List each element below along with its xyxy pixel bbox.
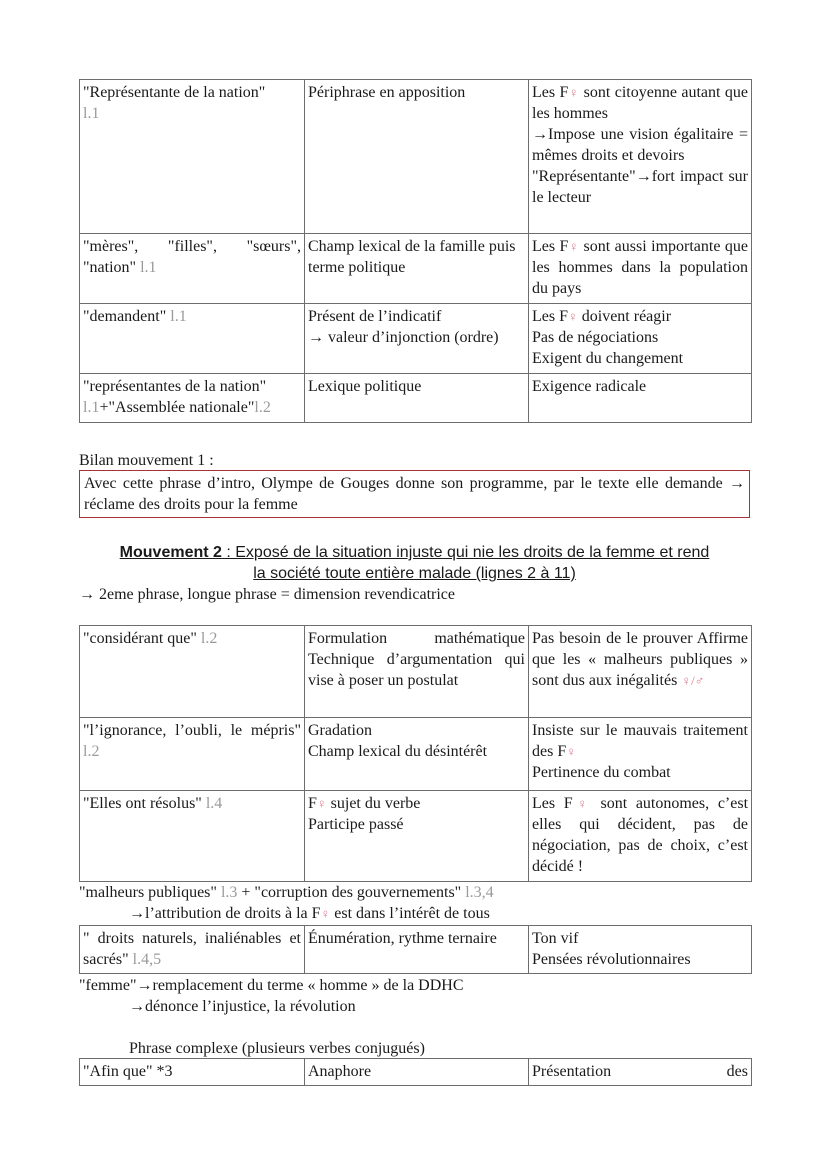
cell-interpretation [529, 626, 752, 718]
line-ref: l.1 [83, 399, 100, 416]
table-row [80, 718, 752, 791]
cell-interpretation [529, 718, 752, 791]
cell-procede: Lexique politique [305, 374, 529, 423]
analysis-table-1 [79, 79, 752, 423]
text: Pas de négociations [532, 329, 659, 346]
gender-symbols-icon: ♀/♂ [681, 673, 705, 688]
cell-interpretation [529, 791, 752, 882]
cell-procede: Champ lexical de la famille puis terme politique [305, 234, 529, 304]
text: Participe passé [308, 816, 404, 833]
section-heading [79, 542, 750, 563]
line-ref: l.1 [140, 259, 157, 276]
text: Gradation [308, 722, 372, 739]
cell-quote [80, 304, 305, 374]
bilan-box: Avec cette phrase d’intro, Olympe de Gouges donne son programme, par le texte elle demande → réclame des droits pour la femme [79, 470, 750, 518]
note-complexe: Phrase complexe (plusieurs verbes conjugués) [129, 1040, 425, 1057]
text: Les F [532, 84, 569, 101]
cell-procede: Anaphore [305, 1059, 529, 1086]
text: Insiste sur le mauvais traitement des F [532, 722, 748, 760]
note-denonce: →dénonce l’injustice, la révolution [129, 998, 356, 1015]
female-symbol-icon: ♀ [566, 744, 576, 759]
cell-procede [305, 304, 529, 374]
cell-procede [305, 791, 529, 882]
cell-interpretation [529, 234, 752, 304]
note-femme: "femme"→remplacement du terme « homme » de la DDHC [79, 977, 464, 994]
cell-quote [80, 718, 305, 791]
table-row [80, 374, 752, 423]
heading-text: : Exposé de la situation injuste qui nie les droits de la femme et rend [221, 544, 710, 561]
quote-text: "l’ignorance, l’oubli, le mépris" [83, 722, 301, 739]
text: + "corruption des gouvernements" [237, 884, 462, 901]
line-ref: l.4 [205, 795, 223, 812]
cell-procede: Énumération, rythme ternaire [305, 926, 529, 974]
table-row [80, 1059, 752, 1086]
text: doivent réagir [577, 308, 672, 325]
text: "malheurs publiques" [79, 884, 217, 901]
text: Présentation des [532, 1063, 748, 1080]
cell-interpretation [529, 80, 752, 234]
cell-quote [80, 926, 305, 974]
female-symbol-icon: ♀ [568, 309, 578, 324]
text: F [308, 795, 317, 812]
bilan-label: Bilan mouvement 1 : [79, 452, 214, 469]
table-row [80, 304, 752, 374]
note-attribution [129, 903, 490, 924]
text: est dans l’intérêt de tous [330, 905, 490, 922]
note-phrase: → 2eme phrase, longue phrase = dimension revendicatrice [79, 586, 455, 603]
table-row [80, 80, 752, 234]
analysis-table-4 [79, 1058, 752, 1086]
line-ref: l.2 [254, 399, 271, 416]
quote-text: "Représentante de la nation" [83, 84, 266, 101]
line-ref: l.3,4 [465, 884, 494, 901]
cell-interpretation [529, 1059, 752, 1086]
text: Exigent du changement [532, 350, 684, 367]
quote-text: "demandent" [83, 308, 167, 325]
female-symbol-icon: ♀ [572, 796, 592, 811]
female-symbol-icon: ♀ [568, 239, 580, 254]
line-ref: l.2 [83, 743, 100, 760]
cell-procede [305, 718, 529, 791]
cell-quote [80, 374, 305, 423]
cell-interpretation [529, 926, 752, 974]
cell-quote [80, 234, 305, 304]
quote-text: +"Assemblée nationale" [99, 399, 255, 416]
cell-procede: Périphrase en apposition [305, 80, 529, 234]
quote-text: "Elles ont résolus" [83, 795, 202, 812]
heading-label: Mouvement 2 [119, 544, 222, 561]
cell-procede: Formulation mathématique Technique d’argumentation qui vise à poser un postulat [305, 626, 529, 718]
table-row [80, 926, 752, 974]
note-malheurs [79, 882, 494, 903]
female-symbol-icon: ♀ [316, 796, 327, 811]
text: sont aussi importante que les hommes dans la population du pays [532, 238, 748, 297]
text: sont citoyenne autant que les hommes [532, 84, 749, 122]
text: Ton vif [532, 930, 579, 947]
text: sont autonomes, c’est elles qui décident, pas de négociation, pas de choix, c’est décidé ! [532, 795, 749, 875]
female-symbol-icon: ♀ [320, 906, 331, 921]
table-row [80, 791, 752, 882]
table-row [80, 234, 752, 304]
text: sujet du verbe [326, 795, 421, 812]
analysis-table-2 [79, 625, 752, 882]
text: →Impose une vision égalitaire = mêmes droits et devoirs [532, 126, 748, 164]
cell-quote [80, 791, 305, 882]
cell-quote [80, 626, 305, 718]
text: Les F [532, 795, 573, 812]
line-ref: l.3 [220, 884, 238, 901]
cell-quote: "Afin que" *3 [80, 1059, 305, 1086]
cell-quote [80, 80, 305, 234]
quote-text: "considérant que" [83, 630, 197, 647]
text: → valeur d’injonction (ordre) [308, 329, 499, 346]
line-ref: l.1 [83, 105, 100, 122]
line-ref: l.4,5 [132, 951, 162, 968]
text: Les F [532, 238, 569, 255]
text: →l’attribution de droits à la F [129, 905, 321, 922]
text: "Représentante"→fort impact sur le lecteur [532, 168, 748, 206]
text: Pas besoin de le prouver Affirme que les « malheurs publiques » sont dus aux inégalités [532, 630, 748, 689]
text: Présent de l’indicatif [308, 308, 442, 325]
cell-interpretation: Exigence radicale [529, 374, 752, 423]
table-row [80, 626, 752, 718]
quote-text: "représentantes de la nation" [83, 378, 267, 395]
line-ref: l.2 [200, 630, 218, 647]
text: Pertinence du combat [532, 764, 671, 781]
quote-text: "mères", "filles", "sœurs", "nation" [83, 238, 301, 276]
line-ref: l.1 [170, 308, 187, 325]
section-heading-line2: la société toute entière malade (lignes 2 à 11) [253, 565, 576, 582]
cell-interpretation [529, 304, 752, 374]
text: Champ lexical du désintérêt [308, 743, 488, 760]
text: Les F [532, 308, 568, 325]
analysis-table-3 [79, 925, 752, 974]
text: Pensées révolutionnaires [532, 951, 691, 968]
female-symbol-icon: ♀ [568, 85, 580, 100]
quote-text: " droits naturels, inaliénables et sacrés" [83, 930, 301, 968]
